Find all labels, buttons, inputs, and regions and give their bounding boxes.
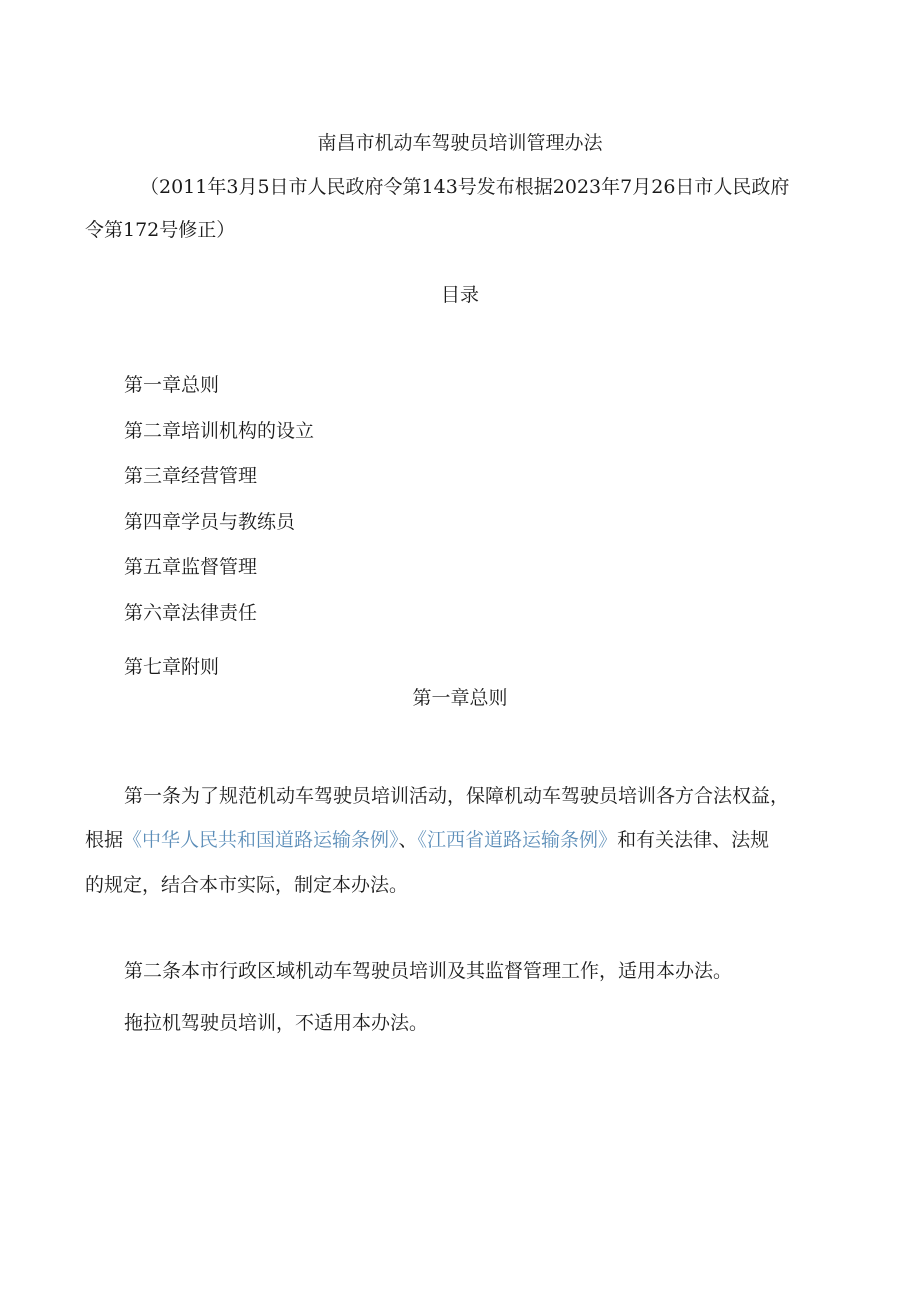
article1-line1: 第一条为了规范机动车驾驶员培训活动，保障机动车驾驶员培训各方合法权益， [124,785,790,807]
article1-line3: 的规定，结合本市实际，制定本办法。 [85,874,409,896]
document-subtitle-line2: 令第172号修正） [85,219,236,241]
toc-title: 目录 [440,284,479,306]
toc-item-chapter6[interactable]: 第六章法律责任 [124,602,258,624]
toc-item-chapter4[interactable]: 第四章学员与教练员 [124,511,296,533]
toc-item-chapter7[interactable]: 第七章附则 [124,656,220,678]
article1-separator: 、 [398,829,418,851]
link-national-road-transport-regulation[interactable]: 《中华人民共和国道路运输条例》 [123,829,399,851]
toc-item-chapter5[interactable]: 第五章监督管理 [124,556,258,578]
article1-line2-prefix: 根据 [85,829,124,851]
article1-line2-suffix: 和有关法律、法规 [617,829,770,851]
document-title: 南昌市机动车驾驶员培训管理办法 [317,132,603,154]
article2-line2: 拖拉机驾驶员培训，不适用本办法。 [124,1012,429,1034]
link-jiangxi-road-transport-regulation[interactable]: 《江西省道路运输条例》 [417,829,618,851]
toc-item-chapter1[interactable]: 第一章总则 [124,374,220,396]
article1-line2 [85,828,769,852]
article2-line1: 第二条本市行政区域机动车驾驶员培训及其监督管理工作，适用本办法。 [124,960,733,982]
chapter-heading: 第一章总则 [412,687,508,709]
toc-item-chapter2[interactable]: 第二章培训机构的设立 [124,420,315,442]
document-subtitle-line1: （2011年3月5日市人民政府令第143号发布根据2023年7月26日市人民政府 [140,176,790,198]
toc-item-chapter3[interactable]: 第三章经营管理 [124,465,258,487]
